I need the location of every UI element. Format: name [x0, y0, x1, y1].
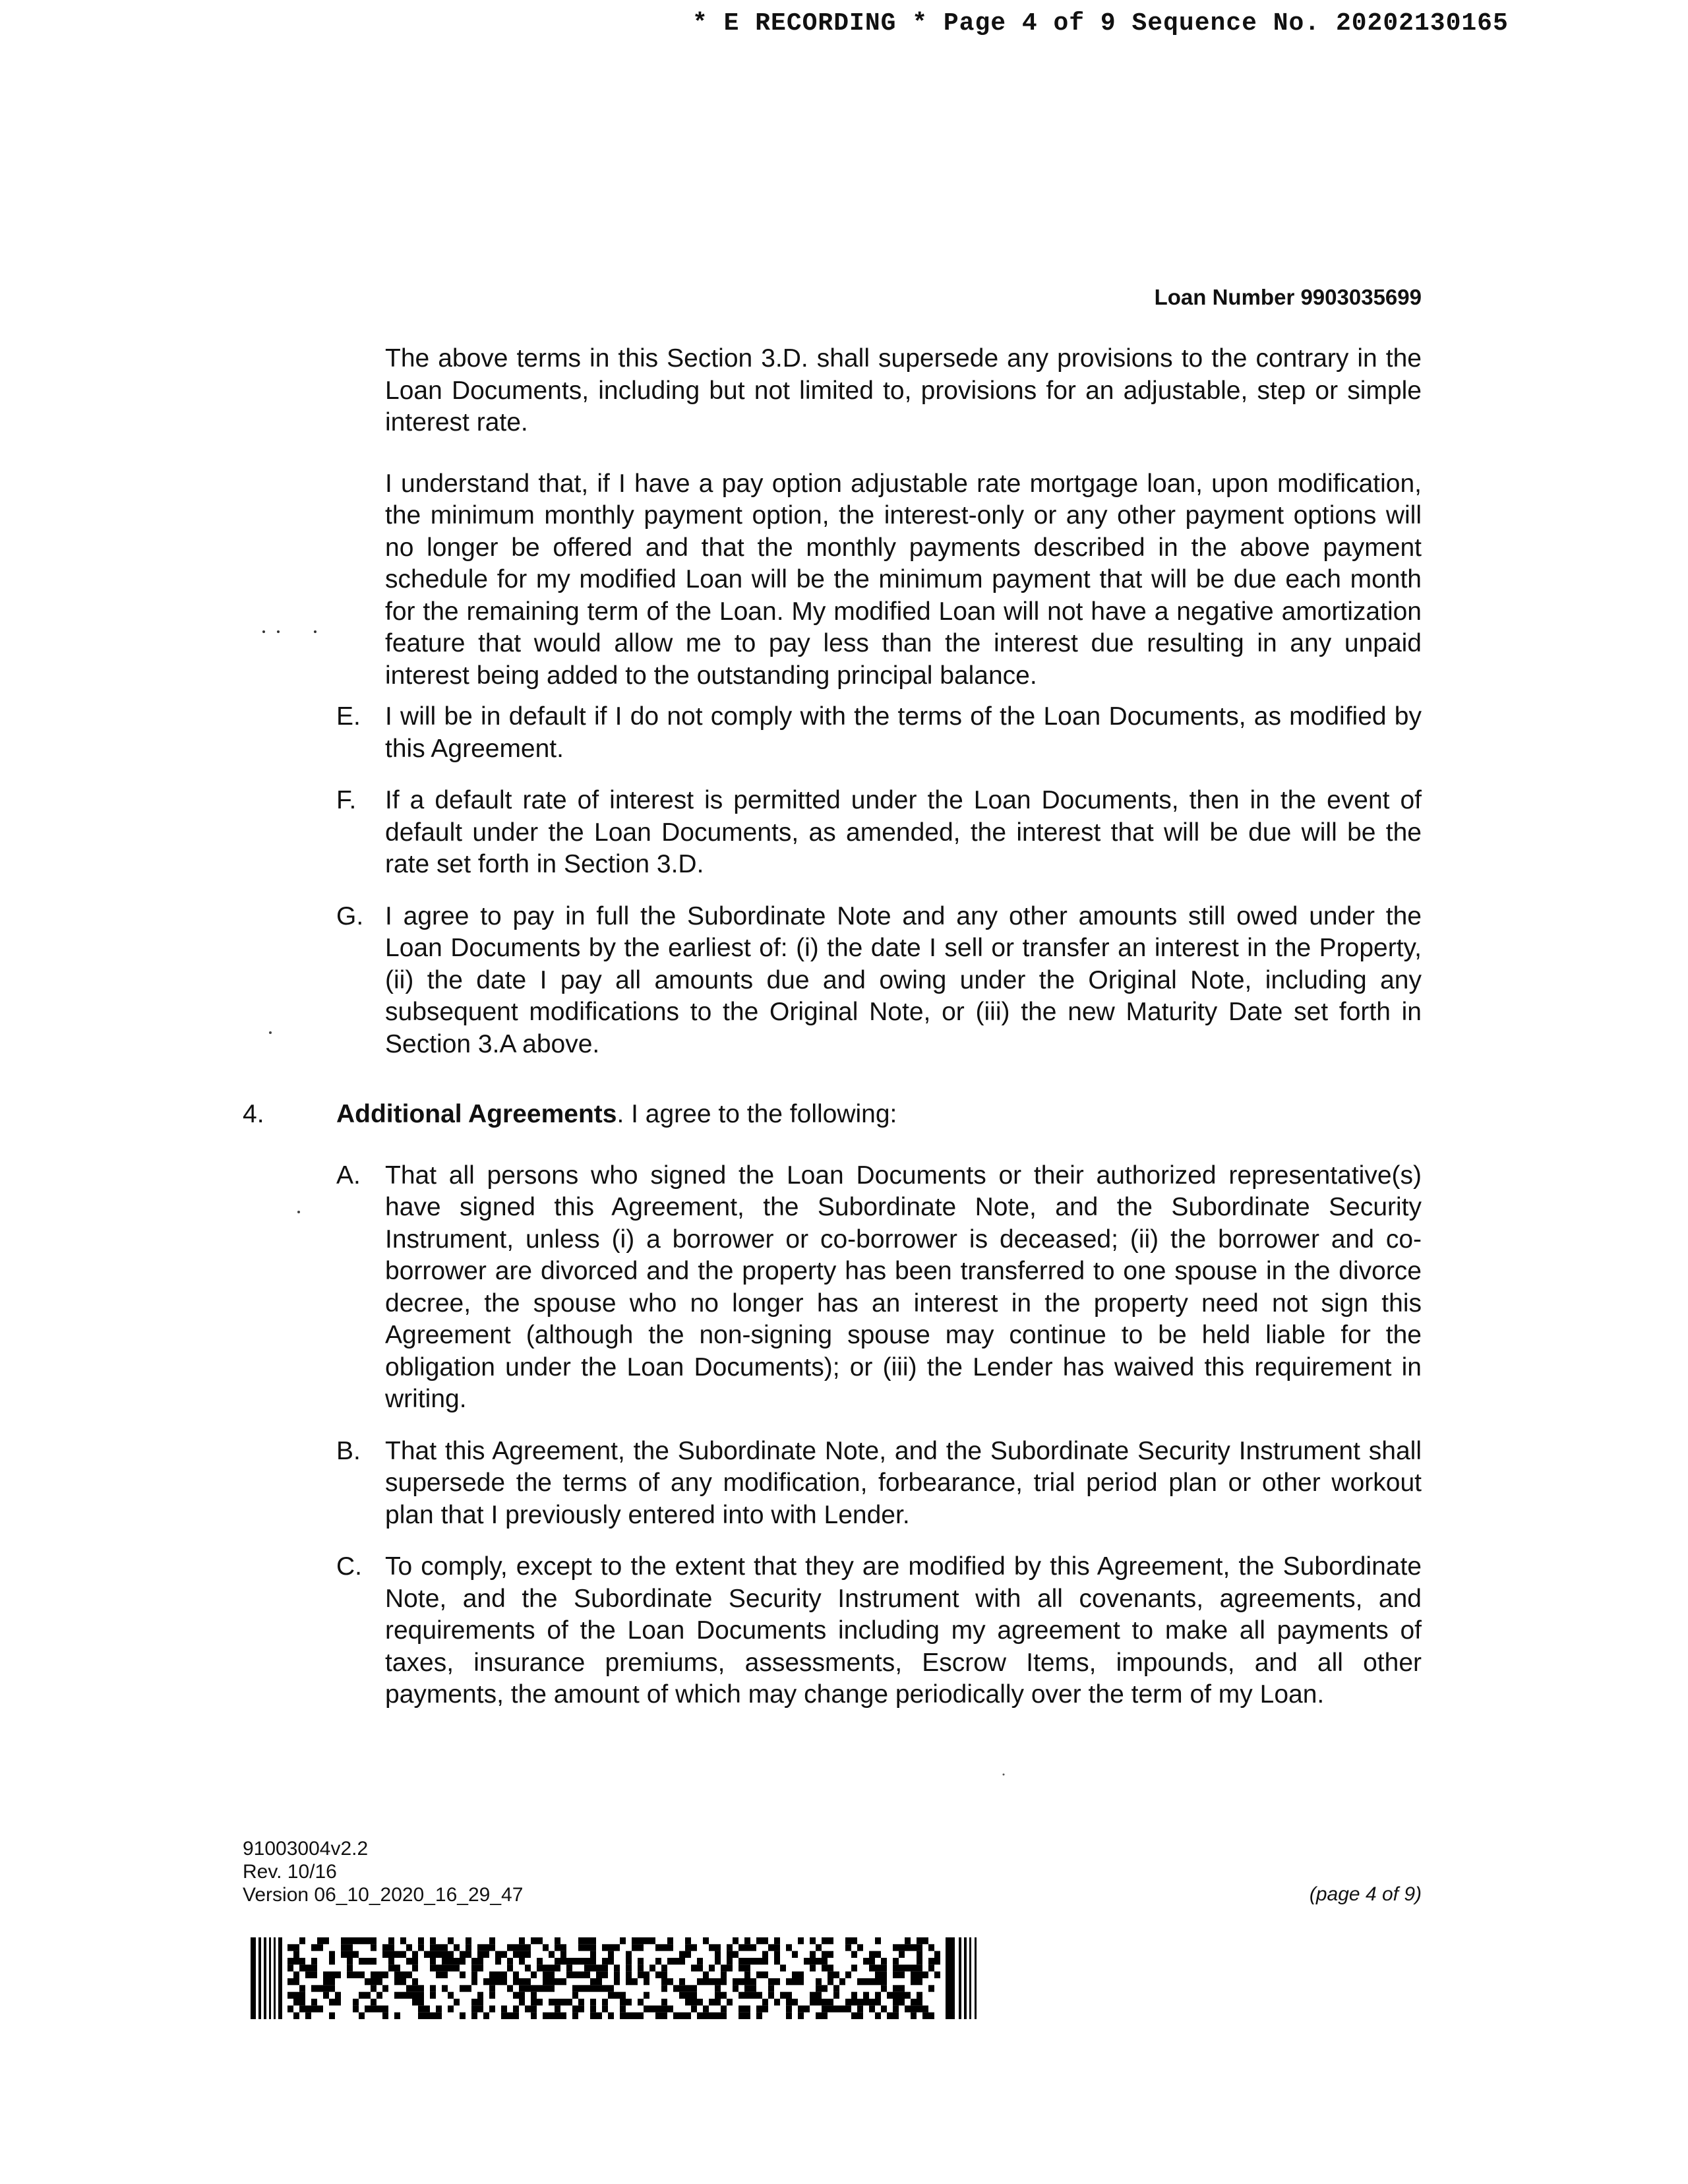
section-lead: . I agree to the following: — [617, 1100, 897, 1128]
list-item-4b — [243, 1436, 1422, 1532]
document-body — [243, 343, 1422, 1711]
item-letter: B. — [336, 1436, 361, 1465]
form-id: 91003004v2.2 — [243, 1838, 369, 1860]
list-item-3f — [243, 785, 1422, 881]
item-text: To comply, except to the extent that they are modified by this Agreement, the Subordinate Note, and the Subordinate Security Instrument with all covenants, agreements, and requirements of the Loan Documents including my agreement to make all payments of taxes, insurance premiums, assessments, Escrow Items, impounds, and all other payments, the amount of which may change periodically over the term of my Loan. — [385, 1552, 1422, 1709]
paragraph-supersede: The above terms in this Section 3.D. shall supersede any provisions to the contrary in the Loan Documents, including but not limited to, provisions for an adjustable, step or simple interest rate. — [385, 344, 1422, 437]
list-item-3g — [243, 901, 1422, 1061]
item-letter: A. — [336, 1161, 361, 1190]
item-text: I will be in default if I do not comply with the terms of the Loan Documents, as modified by this Agreement. — [385, 702, 1422, 763]
list-item-4a — [243, 1160, 1422, 1416]
section-4-heading — [243, 1099, 1422, 1131]
form-version: Version 06_10_2020_16_29_47 — [243, 1884, 524, 1906]
paragraph-pay-option: I understand that, if I have a pay option adjustable rate mortgage loan, upon modification, the minimum monthly payment option, the interest-only or any other payment options will no longer be offered and that the monthly payments described in the above payment schedule for my modified Loan will be the minimum payment that will be due each month for the remaining term of the Loan. My modified Loan will not have a negative amortization feature that would allow me to pay less than the interest due resulting in any unpaid interest being added to the outstanding principal balance. — [385, 469, 1422, 690]
form-metadata — [243, 1837, 523, 1906]
list-item-4c — [243, 1551, 1422, 1711]
barcode-image — [251, 1937, 996, 2019]
item-text: I agree to pay in full the Subordinate Note and any other amounts still owed under the Loan Documents by the earliest of: (i) the date I sell or transfer an interest in the Property, (ii) the date I pay all amounts due and owing under the Original Note, including any subsequent modifications to the Original Note, or (iii) the new Maturity Date set forth in Section 3.A above. — [385, 901, 1422, 1058]
item-letter: F. — [336, 786, 357, 814]
item-text: That this Agreement, the Subordinate Note, and the Subordinate Security Instrument shall supersede the terms of any modification, forbearance, trial period plan or other workout plan that I previously entered into with Lender. — [385, 1436, 1422, 1529]
list-item-3e — [243, 701, 1422, 765]
item-text: That all persons who signed the Loan Documents or their authorized representative(s) have signed this Agreement, the Subordinate Note, and the Subordinate Security Instrument, unless (i) a borrower or co-borrower is deceased; (ii) the borrower and co-borrower are divorced and the property has been transferred to one spouse in the divorce decree, the spouse who no longer has an interest in the property need not sign this Agreement (although the non-signing spouse may continue to be held liable for the obligation under the Loan Documents); or (iii) the Lender has waived this requirement in writing. — [385, 1161, 1422, 1413]
item-letter: G. — [336, 901, 364, 930]
form-revision: Rev. 10/16 — [243, 1861, 337, 1883]
recording-header: * E RECORDING * Page 4 of 9 Sequence No. 20202130165 — [692, 9, 1509, 38]
page-indicator: (page 4 of 9) — [1309, 1883, 1422, 1905]
item-text: If a default rate of interest is permitted under the Loan Documents, then in the event of default under the Loan Documents, as amended, the interest that will be due will be the rate set forth in Section 3.D. — [385, 786, 1422, 878]
loan-number: Loan Number 9903035699 — [1154, 285, 1422, 309]
section-title: Additional Agreements — [336, 1100, 617, 1128]
section-number: 4. — [243, 1100, 264, 1128]
item-letter: C. — [336, 1552, 362, 1581]
item-letter: E. — [336, 702, 361, 731]
